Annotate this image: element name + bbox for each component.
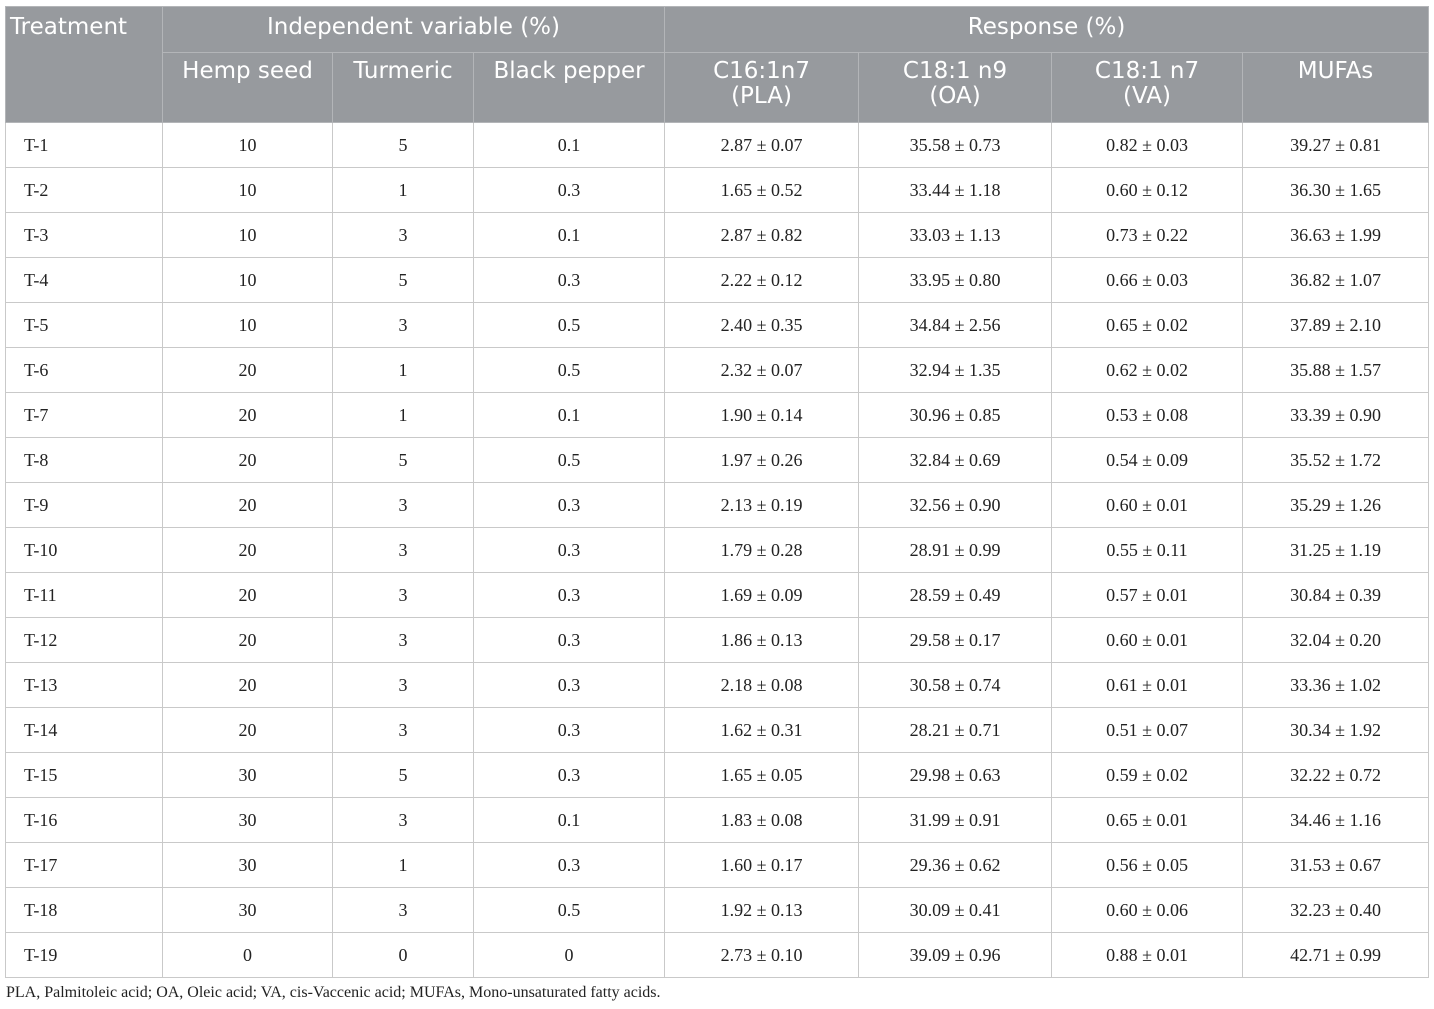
c16-pla-cell: 1.65 ± 0.52	[665, 168, 859, 213]
c16-pla-cell: 1.62 ± 0.31	[665, 708, 859, 753]
hemp-seed-cell: 20	[163, 438, 333, 483]
c18n7-va-cell: 0.73 ± 0.22	[1052, 213, 1243, 258]
table-row	[6, 438, 1429, 483]
treatment-cell: T-13	[6, 663, 163, 708]
c18n9-oa-cell: 32.94 ± 1.35	[859, 348, 1052, 393]
header-c16-line1: C16:1n7	[713, 58, 810, 84]
header-c18n9-line2: (OA)	[929, 83, 981, 109]
c18n7-va-cell: 0.53 ± 0.08	[1052, 393, 1243, 438]
c16-pla-cell: 2.13 ± 0.19	[665, 483, 859, 528]
header-c18n7-line1: C18:1 n7	[1094, 58, 1200, 84]
c18n7-va-cell: 0.56 ± 0.05	[1052, 843, 1243, 888]
data-table-container	[5, 6, 1428, 978]
treatment-cell: T-15	[6, 753, 163, 798]
fatty-acid-table	[5, 6, 1429, 978]
c18n7-va-cell: 0.57 ± 0.01	[1052, 573, 1243, 618]
hemp-seed-cell: 20	[163, 483, 333, 528]
c18n7-va-cell: 0.59 ± 0.02	[1052, 753, 1243, 798]
black-pepper-cell: 0.1	[474, 393, 665, 438]
hemp-seed-cell: 30	[163, 843, 333, 888]
mufas-cell: 30.34 ± 1.92	[1243, 708, 1429, 753]
header-row-columns	[6, 53, 1429, 123]
treatment-cell: T-19	[6, 933, 163, 978]
hemp-seed-cell: 20	[163, 528, 333, 573]
mufas-cell: 35.88 ± 1.57	[1243, 348, 1429, 393]
hemp-seed-cell: 20	[163, 663, 333, 708]
turmeric-cell: 3	[333, 303, 474, 348]
header-hemp-seed: Hemp seed	[163, 53, 333, 123]
table-body	[6, 123, 1429, 978]
black-pepper-cell: 0.1	[474, 798, 665, 843]
c18n9-oa-cell: 29.36 ± 0.62	[859, 843, 1052, 888]
treatment-cell: T-3	[6, 213, 163, 258]
black-pepper-cell: 0.5	[474, 303, 665, 348]
black-pepper-cell: 0.3	[474, 753, 665, 798]
c16-pla-cell: 2.32 ± 0.07	[665, 348, 859, 393]
c16-pla-cell: 1.86 ± 0.13	[665, 618, 859, 663]
treatment-cell: T-6	[6, 348, 163, 393]
black-pepper-cell: 0.3	[474, 528, 665, 573]
header-c18n7-line2: (VA)	[1123, 83, 1171, 109]
hemp-seed-cell: 20	[163, 393, 333, 438]
header-black-pepper: Black pepper	[474, 53, 665, 123]
black-pepper-cell: 0.1	[474, 213, 665, 258]
c18n7-va-cell: 0.82 ± 0.03	[1052, 123, 1243, 168]
turmeric-cell: 1	[333, 393, 474, 438]
header-mufas: MUFAs	[1243, 53, 1429, 123]
mufas-cell: 33.39 ± 0.90	[1243, 393, 1429, 438]
c18n9-oa-cell: 33.44 ± 1.18	[859, 168, 1052, 213]
treatment-cell: T-18	[6, 888, 163, 933]
hemp-seed-cell: 20	[163, 708, 333, 753]
header-c18n7-va	[1052, 53, 1243, 123]
hemp-seed-cell: 30	[163, 753, 333, 798]
black-pepper-cell: 0.5	[474, 888, 665, 933]
black-pepper-cell: 0.3	[474, 708, 665, 753]
c18n9-oa-cell: 30.09 ± 0.41	[859, 888, 1052, 933]
header-c18n9-oa	[859, 53, 1052, 123]
c16-pla-cell: 2.87 ± 0.07	[665, 123, 859, 168]
c16-pla-cell: 1.65 ± 0.05	[665, 753, 859, 798]
mufas-cell: 32.23 ± 0.40	[1243, 888, 1429, 933]
c16-pla-cell: 2.22 ± 0.12	[665, 258, 859, 303]
c16-pla-cell: 2.40 ± 0.35	[665, 303, 859, 348]
mufas-cell: 35.52 ± 1.72	[1243, 438, 1429, 483]
header-c16-pla	[665, 53, 859, 123]
turmeric-cell: 3	[333, 213, 474, 258]
c18n9-oa-cell: 30.58 ± 0.74	[859, 663, 1052, 708]
turmeric-cell: 5	[333, 258, 474, 303]
c18n9-oa-cell: 28.59 ± 0.49	[859, 573, 1052, 618]
table-row	[6, 573, 1429, 618]
c18n7-va-cell: 0.51 ± 0.07	[1052, 708, 1243, 753]
c18n7-va-cell: 0.60 ± 0.12	[1052, 168, 1243, 213]
mufas-cell: 35.29 ± 1.26	[1243, 483, 1429, 528]
black-pepper-cell: 0.3	[474, 258, 665, 303]
turmeric-cell: 3	[333, 663, 474, 708]
c18n9-oa-cell: 28.91 ± 0.99	[859, 528, 1052, 573]
table-row	[6, 168, 1429, 213]
table-row	[6, 393, 1429, 438]
c18n9-oa-cell: 35.58 ± 0.73	[859, 123, 1052, 168]
mufas-cell: 31.53 ± 0.67	[1243, 843, 1429, 888]
c18n7-va-cell: 0.88 ± 0.01	[1052, 933, 1243, 978]
treatment-cell: T-16	[6, 798, 163, 843]
table-row	[6, 348, 1429, 393]
hemp-seed-cell: 0	[163, 933, 333, 978]
hemp-seed-cell: 30	[163, 888, 333, 933]
hemp-seed-cell: 10	[163, 168, 333, 213]
treatment-cell: T-14	[6, 708, 163, 753]
c18n9-oa-cell: 33.95 ± 0.80	[859, 258, 1052, 303]
c18n7-va-cell: 0.66 ± 0.03	[1052, 258, 1243, 303]
mufas-cell: 39.27 ± 0.81	[1243, 123, 1429, 168]
mufas-cell: 42.71 ± 0.99	[1243, 933, 1429, 978]
c16-pla-cell: 1.83 ± 0.08	[665, 798, 859, 843]
black-pepper-cell: 0.5	[474, 348, 665, 393]
c16-pla-cell: 2.18 ± 0.08	[665, 663, 859, 708]
c18n9-oa-cell: 32.56 ± 0.90	[859, 483, 1052, 528]
table-row	[6, 708, 1429, 753]
hemp-seed-cell: 10	[163, 303, 333, 348]
hemp-seed-cell: 30	[163, 798, 333, 843]
mufas-cell: 33.36 ± 1.02	[1243, 663, 1429, 708]
c18n9-oa-cell: 28.21 ± 0.71	[859, 708, 1052, 753]
c18n9-oa-cell: 33.03 ± 1.13	[859, 213, 1052, 258]
table-row	[6, 753, 1429, 798]
treatment-cell: T-2	[6, 168, 163, 213]
mufas-cell: 36.63 ± 1.99	[1243, 213, 1429, 258]
mufas-cell: 36.82 ± 1.07	[1243, 258, 1429, 303]
turmeric-cell: 3	[333, 888, 474, 933]
c18n9-oa-cell: 30.96 ± 0.85	[859, 393, 1052, 438]
table-row	[6, 798, 1429, 843]
black-pepper-cell: 0.3	[474, 168, 665, 213]
header-response: Response (%)	[665, 7, 1429, 53]
c18n7-va-cell: 0.62 ± 0.02	[1052, 348, 1243, 393]
black-pepper-cell: 0.3	[474, 843, 665, 888]
table-row	[6, 258, 1429, 303]
header-independent-variable: Independent variable (%)	[163, 7, 665, 53]
black-pepper-cell: 0	[474, 933, 665, 978]
c16-pla-cell: 2.87 ± 0.82	[665, 213, 859, 258]
table-footnote: PLA, Palmitoleic acid; OA, Oleic acid; VA, cis-Vaccenic acid; MUFAs, Mono-unsaturated fatty acids.	[6, 984, 661, 1001]
mufas-cell: 31.25 ± 1.19	[1243, 528, 1429, 573]
turmeric-cell: 1	[333, 168, 474, 213]
mufas-cell: 34.46 ± 1.16	[1243, 798, 1429, 843]
table-row	[6, 483, 1429, 528]
c18n7-va-cell: 0.60 ± 0.06	[1052, 888, 1243, 933]
black-pepper-cell: 0.3	[474, 663, 665, 708]
c16-pla-cell: 1.92 ± 0.13	[665, 888, 859, 933]
c16-pla-cell: 1.97 ± 0.26	[665, 438, 859, 483]
table-row	[6, 618, 1429, 663]
c18n9-oa-cell: 29.98 ± 0.63	[859, 753, 1052, 798]
c18n9-oa-cell: 39.09 ± 0.96	[859, 933, 1052, 978]
treatment-cell: T-1	[6, 123, 163, 168]
black-pepper-cell: 0.5	[474, 438, 665, 483]
turmeric-cell: 3	[333, 618, 474, 663]
hemp-seed-cell: 20	[163, 573, 333, 618]
mufas-cell: 32.22 ± 0.72	[1243, 753, 1429, 798]
turmeric-cell: 5	[333, 753, 474, 798]
turmeric-cell: 3	[333, 528, 474, 573]
table-row	[6, 213, 1429, 258]
table-row	[6, 663, 1429, 708]
black-pepper-cell: 0.3	[474, 483, 665, 528]
turmeric-cell: 3	[333, 708, 474, 753]
header-row-group	[6, 7, 1429, 53]
hemp-seed-cell: 10	[163, 213, 333, 258]
hemp-seed-cell: 20	[163, 618, 333, 663]
treatment-cell: T-9	[6, 483, 163, 528]
black-pepper-cell: 0.3	[474, 573, 665, 618]
treatment-cell: T-8	[6, 438, 163, 483]
black-pepper-cell: 0.3	[474, 618, 665, 663]
treatment-cell: T-12	[6, 618, 163, 663]
turmeric-cell: 5	[333, 438, 474, 483]
turmeric-cell: 5	[333, 123, 474, 168]
c18n9-oa-cell: 31.99 ± 0.91	[859, 798, 1052, 843]
c18n7-va-cell: 0.60 ± 0.01	[1052, 618, 1243, 663]
header-c16-line2: (PLA)	[731, 83, 792, 109]
hemp-seed-cell: 10	[163, 258, 333, 303]
black-pepper-cell: 0.1	[474, 123, 665, 168]
hemp-seed-cell: 10	[163, 123, 333, 168]
mufas-cell: 30.84 ± 0.39	[1243, 573, 1429, 618]
c16-pla-cell: 1.69 ± 0.09	[665, 573, 859, 618]
turmeric-cell: 3	[333, 573, 474, 618]
hemp-seed-cell: 20	[163, 348, 333, 393]
mufas-cell: 36.30 ± 1.65	[1243, 168, 1429, 213]
c16-pla-cell: 1.60 ± 0.17	[665, 843, 859, 888]
treatment-cell: T-11	[6, 573, 163, 618]
table-row	[6, 933, 1429, 978]
mufas-cell: 32.04 ± 0.20	[1243, 618, 1429, 663]
c18n7-va-cell: 0.55 ± 0.11	[1052, 528, 1243, 573]
table-row	[6, 123, 1429, 168]
treatment-cell: T-5	[6, 303, 163, 348]
header-turmeric: Turmeric	[333, 53, 474, 123]
c16-pla-cell: 2.73 ± 0.10	[665, 933, 859, 978]
table-row	[6, 303, 1429, 348]
table-header	[6, 7, 1429, 123]
turmeric-cell: 3	[333, 798, 474, 843]
c18n7-va-cell: 0.60 ± 0.01	[1052, 483, 1243, 528]
turmeric-cell: 1	[333, 843, 474, 888]
turmeric-cell: 3	[333, 483, 474, 528]
c18n7-va-cell: 0.65 ± 0.01	[1052, 798, 1243, 843]
c18n7-va-cell: 0.65 ± 0.02	[1052, 303, 1243, 348]
c18n7-va-cell: 0.61 ± 0.01	[1052, 663, 1243, 708]
header-treatment: Treatment	[6, 7, 163, 123]
table-row	[6, 888, 1429, 933]
header-c18n9-line1: C18:1 n9	[902, 58, 1008, 84]
c16-pla-cell: 1.90 ± 0.14	[665, 393, 859, 438]
c18n7-va-cell: 0.54 ± 0.09	[1052, 438, 1243, 483]
table-row	[6, 843, 1429, 888]
c16-pla-cell: 1.79 ± 0.28	[665, 528, 859, 573]
c18n9-oa-cell: 29.58 ± 0.17	[859, 618, 1052, 663]
turmeric-cell: 1	[333, 348, 474, 393]
treatment-cell: T-17	[6, 843, 163, 888]
treatment-cell: T-4	[6, 258, 163, 303]
treatment-cell: T-7	[6, 393, 163, 438]
c18n9-oa-cell: 34.84 ± 2.56	[859, 303, 1052, 348]
turmeric-cell: 0	[333, 933, 474, 978]
mufas-cell: 37.89 ± 2.10	[1243, 303, 1429, 348]
c18n9-oa-cell: 32.84 ± 0.69	[859, 438, 1052, 483]
treatment-cell: T-10	[6, 528, 163, 573]
table-row	[6, 528, 1429, 573]
